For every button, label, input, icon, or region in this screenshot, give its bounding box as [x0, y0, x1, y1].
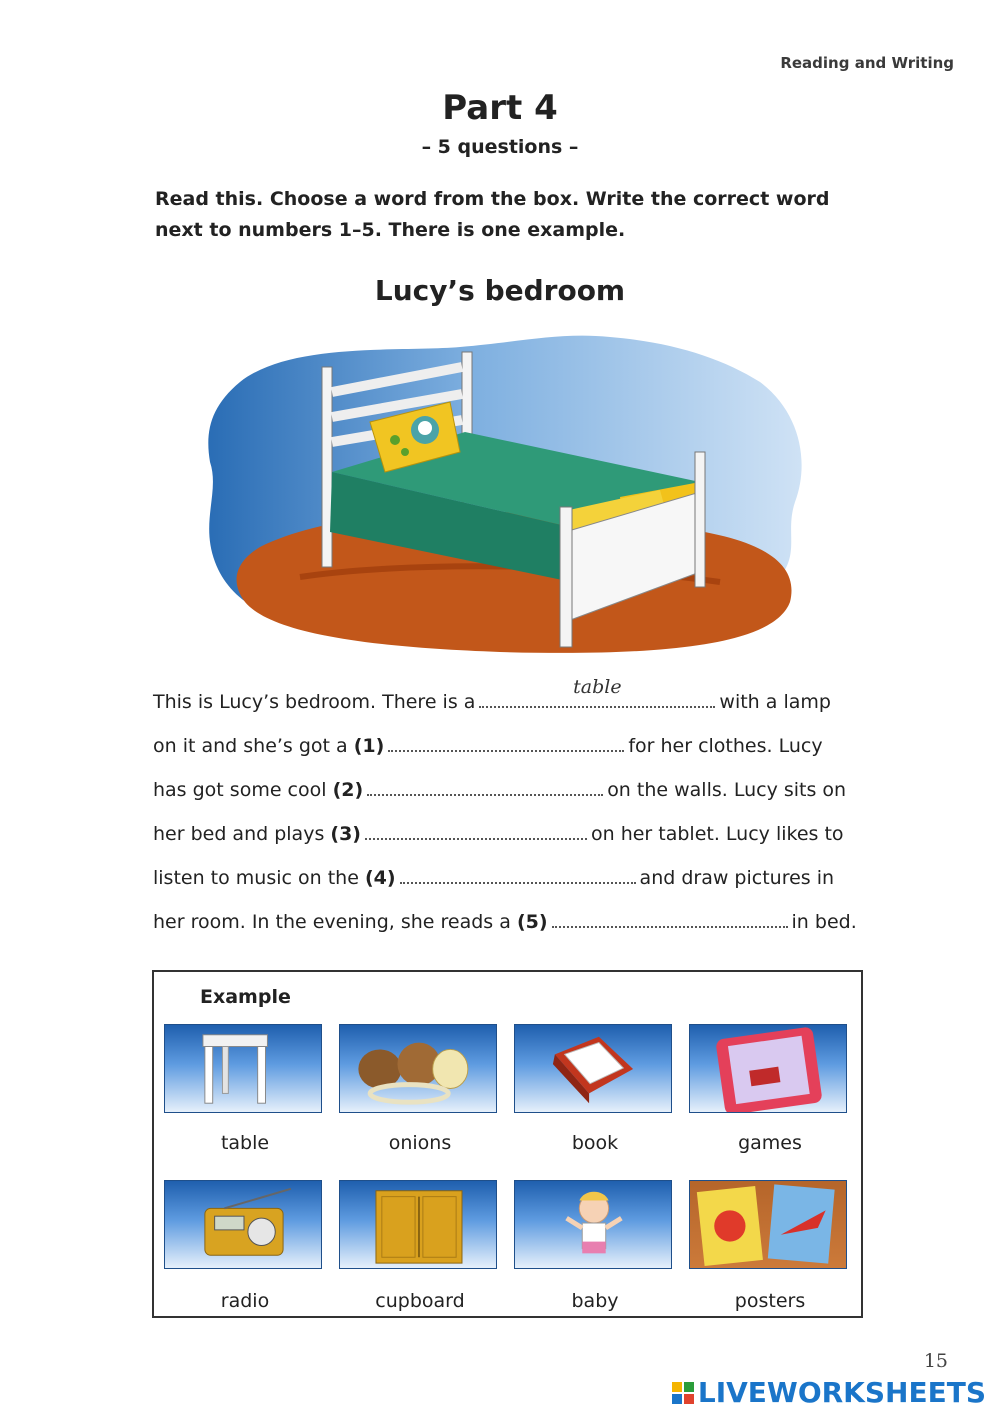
book-picture	[514, 1024, 672, 1113]
passage-text: with a lamp	[719, 691, 831, 713]
passage-line-4	[153, 864, 834, 889]
example-answer: table	[573, 676, 622, 698]
page-number: 15	[923, 1350, 948, 1372]
question-number: (1)	[353, 735, 385, 757]
cupboard-picture	[339, 1180, 497, 1269]
liveworksheets-logo	[672, 1376, 986, 1409]
passage-text: for her clothes. Lucy	[628, 735, 823, 757]
passage-text: on the walls. Lucy sits on	[607, 779, 847, 801]
question-number: (3)	[330, 823, 361, 845]
passage-text: on it and she’s got a	[153, 735, 348, 757]
passage-line-5	[153, 908, 857, 933]
logo-icon	[672, 1382, 694, 1404]
passage-text: her room. In the evening, she reads a	[153, 911, 511, 933]
passage-line-2	[153, 776, 846, 801]
radio-picture	[164, 1180, 322, 1269]
answer-blank-2[interactable]	[367, 776, 603, 796]
word-onions: onions	[388, 1132, 452, 1154]
example-blank	[479, 676, 715, 708]
word-posters: posters	[734, 1290, 806, 1312]
bedroom-illustration	[200, 322, 820, 662]
passage-text: and draw pictures in	[639, 867, 835, 889]
section-header: Reading and Writing	[780, 54, 954, 72]
onions-picture	[339, 1024, 497, 1113]
word-radio: radio	[220, 1290, 270, 1312]
passage-text: has got some cool	[153, 779, 327, 801]
baby-picture	[514, 1180, 672, 1269]
answer-blank-5[interactable]	[552, 908, 788, 928]
instructions: Read this. Choose a word from the box. Write the correct word next to numbers 1–5. There is one example.	[155, 188, 830, 241]
answer-blank-4[interactable]	[400, 864, 636, 884]
question-number: (5)	[516, 911, 548, 933]
page-subtitle: – 5 questions –	[421, 136, 579, 158]
answer-blank-1[interactable]	[388, 732, 624, 752]
word-book: book	[571, 1132, 619, 1154]
question-number: (2)	[332, 779, 364, 801]
table-picture	[164, 1024, 322, 1113]
word-games: games	[738, 1132, 802, 1154]
word-table: table	[220, 1132, 270, 1154]
passage-text: on her tablet. Lucy likes to	[590, 823, 844, 845]
logo-text: LIVEWORKSHEETS	[697, 1376, 986, 1409]
page-title: Part 4	[442, 88, 558, 128]
passage-text: This is Lucy’s bedroom. There is a	[153, 691, 476, 713]
passage-text: listen to music on the	[153, 867, 359, 889]
passage-line-1	[153, 732, 823, 757]
games-picture	[689, 1024, 847, 1113]
passage-line-3	[153, 820, 844, 845]
passage-text: in bed.	[791, 911, 857, 933]
word-cupboard: cupboard	[375, 1290, 465, 1312]
passage-text: her bed and plays	[153, 823, 325, 845]
question-number: (4)	[364, 867, 396, 889]
word-baby: baby	[571, 1290, 619, 1312]
passage-line-example	[153, 676, 831, 713]
example-label: Example	[200, 986, 291, 1008]
bedroom-picture	[200, 322, 820, 662]
story-title: Lucy’s bedroom	[374, 274, 626, 307]
answer-blank-3[interactable]	[365, 820, 587, 840]
posters-picture	[689, 1180, 847, 1269]
